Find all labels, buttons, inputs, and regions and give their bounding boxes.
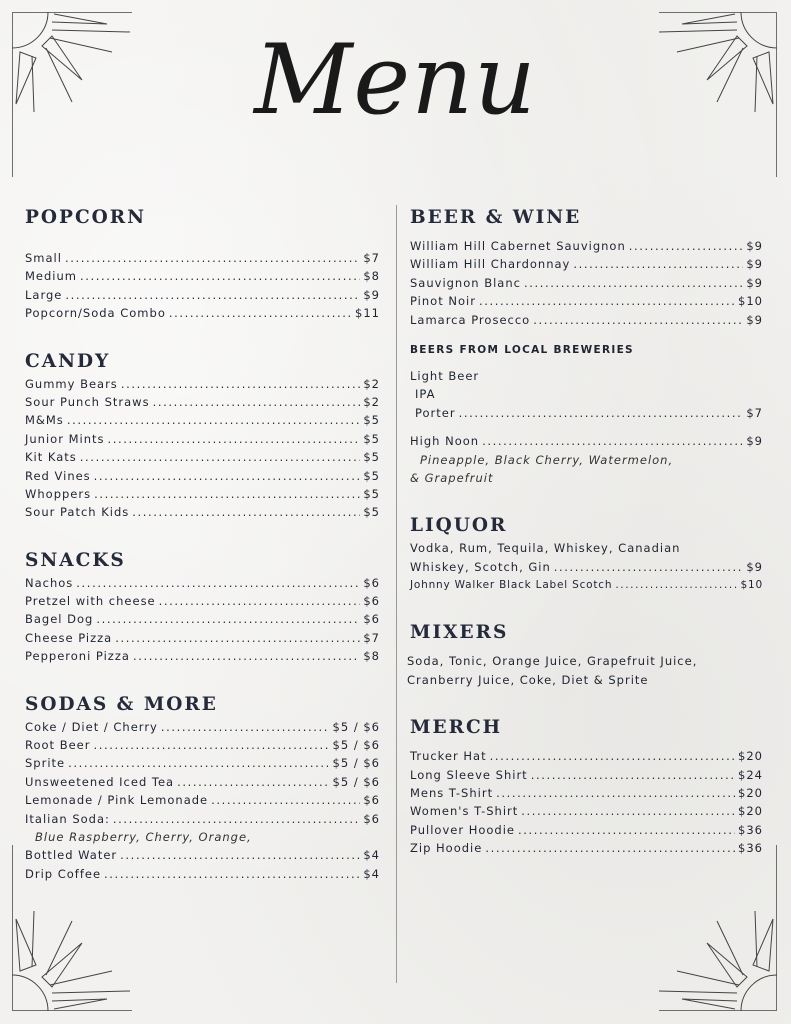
menu-item: Trucker Hat ..... $20 xyxy=(410,747,763,765)
section-heading: SODAS & MORE xyxy=(25,693,218,715)
section-heading: SNACKS xyxy=(25,549,126,571)
menu-item: Long Sleeve Shirt ..... $24 xyxy=(410,766,763,784)
menu-item: Whoppers ..... $5 xyxy=(25,485,380,503)
section-heading: CANDY xyxy=(25,350,111,372)
section-liquor xyxy=(410,513,763,594)
menu-item: Whiskey, Scotch, Gin ..... $9 xyxy=(410,558,763,576)
menu-item: Porter ..... $7 xyxy=(410,404,763,422)
section-heading: MIXERS xyxy=(410,622,509,644)
menu-item: Drip Coffee ..... $4 xyxy=(25,865,380,883)
menu-item: Lamarca Prosecco ..... $9 xyxy=(410,311,763,329)
menu-item: Bagel Dog ..... $6 xyxy=(25,610,380,628)
menu-item: Pullover Hoodie ..... $36 xyxy=(410,821,763,839)
section-heading: LIQUOR xyxy=(410,515,508,537)
section-heading: MERCH xyxy=(410,717,503,739)
menu-item: High Noon ..... $9 xyxy=(410,432,763,450)
sunburst-ornament-bottom-right xyxy=(657,901,777,1011)
menu-line: Cranberry Juice, Coke, Diet & Sprite xyxy=(407,672,649,687)
menu-item: Bottled Water ..... $4 xyxy=(25,846,380,864)
menu-item: Johnny Walker Black Label Scotch ..... $10 xyxy=(410,576,763,594)
menu-item: William Hill Chardonnay ..... $9 xyxy=(410,255,763,273)
menu-item: Popcorn/Soda Combo ..... $11 xyxy=(25,304,380,322)
menu-item: Small ..... $7 xyxy=(25,249,380,267)
menu-item: M&Ms ..... $5 xyxy=(25,411,380,429)
section-beer-wine xyxy=(410,205,763,487)
menu-item: Large ..... $9 xyxy=(25,286,380,304)
menu-item: Sour Patch Kids ..... $5 xyxy=(25,503,380,521)
menu-item: Gummy Bears ..... $2 xyxy=(25,375,380,393)
menu-item: Junior Mints ..... $5 xyxy=(25,430,380,448)
section-candy xyxy=(25,349,380,522)
section-merch xyxy=(410,715,763,857)
menu-item: Pretzel with cheese ..... $6 xyxy=(25,592,380,610)
item-note: & Grapefruit xyxy=(410,470,494,485)
menu-item: Cheese Pizza ..... $7 xyxy=(25,629,380,647)
menu-item: Italian Soda: ..... $6 xyxy=(25,810,380,828)
sunburst-ornament-bottom-left xyxy=(12,901,132,1011)
menu-line: Light Beer xyxy=(410,368,480,383)
section-sodas xyxy=(25,692,380,884)
menu-line: Soda, Tonic, Orange Juice, Grapefruit Juice, xyxy=(407,654,698,669)
menu-item: Pinot Noir ..... $10 xyxy=(410,292,763,310)
menu-line: Vodka, Rum, Tequila, Whiskey, Canadian xyxy=(410,541,681,556)
menu-item: Kit Kats ..... $5 xyxy=(25,448,380,466)
menu-item: Red Vines ..... $5 xyxy=(25,467,380,485)
section-heading: POPCORN xyxy=(25,207,147,228)
menu-item: William Hill Cabernet Sauvignon ..... $9 xyxy=(410,237,763,255)
menu-item: Unsweetened Iced Tea ..... $5 / $6 xyxy=(25,773,380,791)
menu-item: Zip Hoodie ..... $36 xyxy=(410,839,763,857)
menu-item: Root Beer ..... $5 / $6 xyxy=(25,736,380,754)
menu-item: Pepperoni Pizza ..... $8 xyxy=(25,647,380,665)
item-note: Pineapple, Black Cherry, Watermelon, xyxy=(420,452,674,467)
section-popcorn xyxy=(25,205,380,323)
section-mixers xyxy=(407,620,763,689)
menu-item: Women's T-Shirt ..... $20 xyxy=(410,802,763,820)
menu-title: Menu xyxy=(254,24,537,136)
item-note: Blue Raspberry, Cherry, Orange, xyxy=(35,829,252,844)
menu-item: Sauvignon Blanc ..... $9 xyxy=(410,274,763,292)
left-column xyxy=(25,205,380,883)
column-divider xyxy=(396,205,397,983)
menu-item: Sour Punch Straws ..... $2 xyxy=(25,393,380,411)
right-column xyxy=(407,205,763,858)
menu-item: Sprite ..... $5 / $6 xyxy=(25,754,380,772)
menu-line: IPA xyxy=(415,387,436,402)
section-heading: BEER & WINE xyxy=(410,207,582,228)
section-snacks xyxy=(25,548,380,666)
menu-item: Nachos ..... $6 xyxy=(25,574,380,592)
subsection-heading: BEERS FROM LOCAL BREWERIES xyxy=(410,343,634,356)
menu-item: Mens T-Shirt ..... $20 xyxy=(410,784,763,802)
menu-item: Medium ..... $8 xyxy=(25,267,380,285)
menu-item: Lemonade / Pink Lemonade ..... $6 xyxy=(25,791,380,809)
menu-item: Coke / Diet / Cherry ..... $5 / $6 xyxy=(25,718,380,736)
